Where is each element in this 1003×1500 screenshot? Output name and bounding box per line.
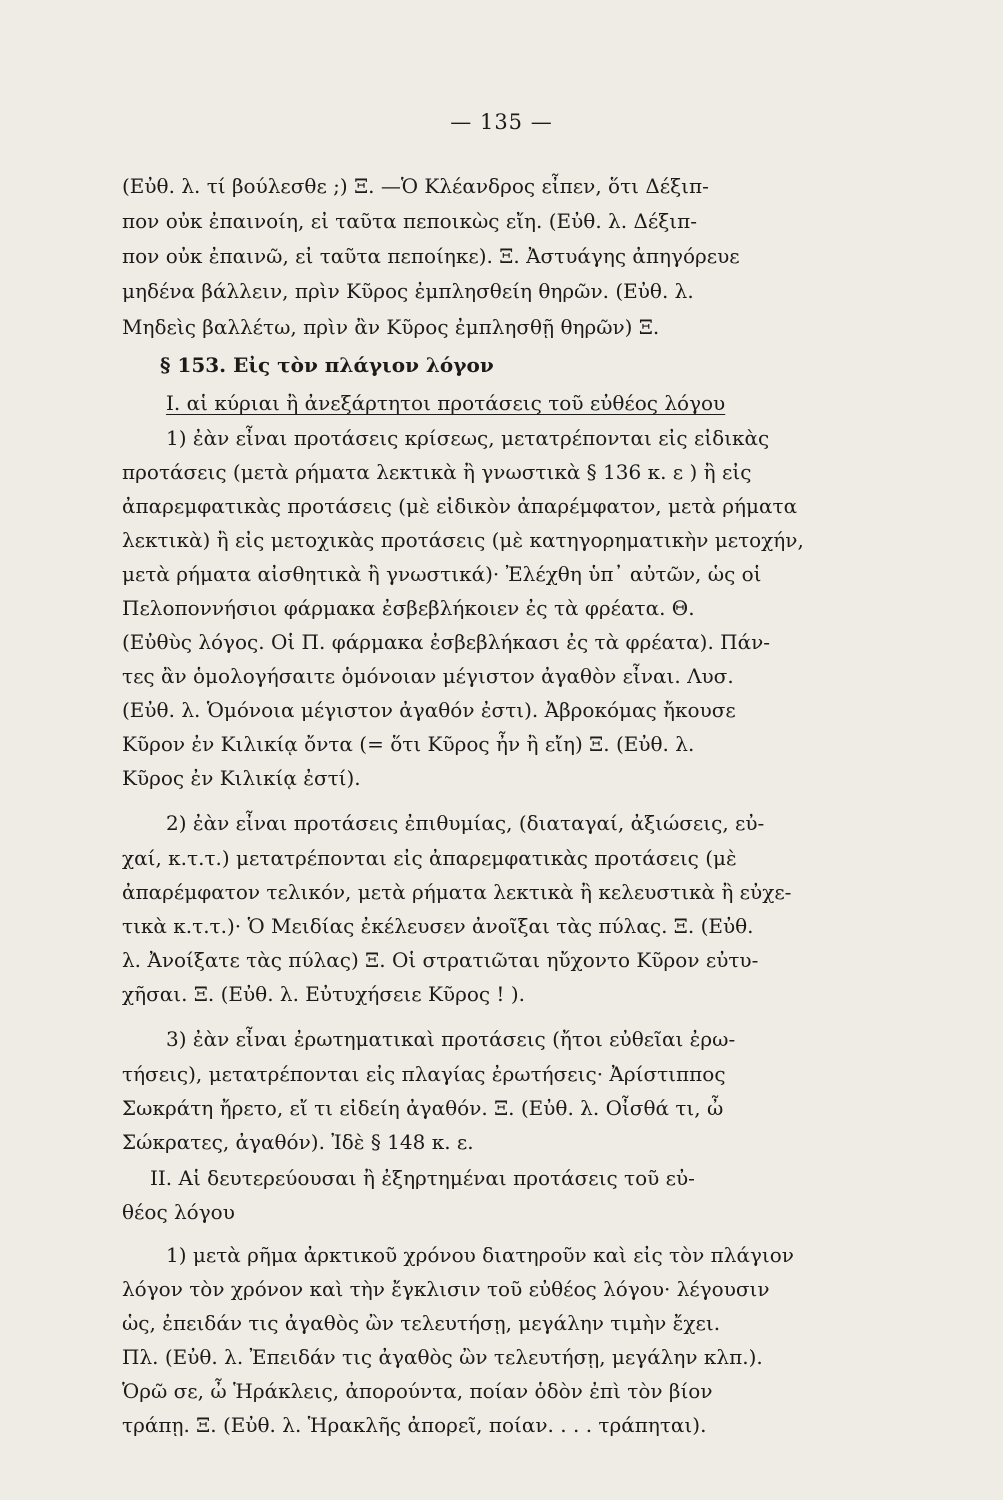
- book-page: — 135 — (Εὐθ. λ. τί βούλεσθε ;) Ξ. —Ὁ Κλέανδρος εἶπεν, ὅτι Δέξιπ- πον οὐκ ἐπαινοίη, εἰ ταῦτα πεποικὼς εἴη. (Εὐθ. λ. Δέξιπ- πον οὐκ ἐπαινῶ, εἰ ταῦτα πεποίηκε). Ξ. Ἀστυάγης ἀπηγόρευε μηδένα βάλλειν, πρὶν Κῦρος ἐμπλησθείη θηρῶν. (Εὐθ. λ. Μηδεὶς βαλλέτω, πρὶν ἂν Κῦρος ἐμπλησθῇ θηρῶν) Ξ. § 153. Εἰς τὸν πλάγιον λόγον I. αἱ κύριαι ἢ ἀνεξάρτητοι προτάσεις τοῦ εὐθέος λόγου 1) ἐὰν εἶναι προτάσεις κρίσεως, μετατρέπονται εἰς εἰδικὰς προτάσεις (μετὰ ρήματα λεκτικὰ ἢ γνωστικὰ § 136 κ. ε ) ἢ εἰς ἀπαρεμφατικὰς προτάσεις (μὲ εἰδικὸν ἀπαρέμφατον, μετὰ ρήματα λεκτικὰ) ἢ εἰς μετοχικὰς προτάσεις (μὲ κατηγορηματικὴν μετοχήν, μετὰ ρήματα αἰσθητικὰ ἢ γνωστικά)· Ἐλέχθη ὑπ᾽ αὐτῶν, ὡς οἱ Πελοποννήσιοι φάρμακα ἐσβεβλήκοιεν ἐς τὰ φρέατα. Θ. (Εὐθὺς λόγος. Οἱ Π. φάρμακα ἐσβεβλήκασι ἐς τὰ φρέατα). Πάν- τες ἂν ὁμολογήσαιτε ὁμόνοιαν μέγιστον ἀγαθὸν εἶναι. Λυσ. (Εὐθ. λ. Ὁμόνοια μέγιστον ἀγαθόν ἐστι). Ἀβροκόμας ἤκουσε Κῦρον ἐν Κιλικίᾳ ὄντα (= ὅτι Κῦρος ἦν ἢ εἴη) Ξ. (Εὐθ. λ. Κῦρος ἐν Κιλικίᾳ ἐστί). 2) ἐὰν εἶναι προτάσεις ἐπιθυμίας, (διαταγαί, ἀξιώσεις, εὐ- χαί, κ.τ.τ.) μετατρέπονται εἰς ἀπαρεμφατικὰς προτάσεις (μὲ ἀπαρέμφατον τελικόν, μετὰ ρήματα λεκτικὰ ἢ κελευστικὰ ἢ εὐχε- τικὰ κ.τ.τ.)· Ὁ Μειδίας ἐκέλευσεν ἀνοῖξαι τὰς πύλας. Ξ. (Εὐθ. λ. Ἀνοίξατε τὰς πύλας) Ξ. Οἱ στρατιῶται ηὔχοντο Κῦρον εὐτυ- χῆσαι. Ξ. (Εὐθ. λ. Εὐτυχήσειε Κῦρος ! ). 3) ἐὰν εἶναι ἐρωτηματικαὶ προτάσεις (ἤτοι εὐθεῖαι ἐρω- τήσεις), μετατρέπονται εἰς πλαγίας ἐρωτήσεις· Ἀρίστιππος Σωκράτη ἤρετο, εἴ τι εἰδείη ἀγαθόν. Ξ. (Εὐθ. λ. Οἶσθά τι, ὦ Σώκρατες, ἀγαθόν). Ἰδὲ § 148 κ. ε. II. Αἱ δευτερεύουσαι ἢ ἐξηρτημέναι προτάσεις τοῦ εὐ- θέος λόγου 1) μετὰ ρῆμα ἀρκτικοῦ χρόνου διατηροῦν καὶ εἰς τὸν πλάγιον λόγον τὸν χρόνον καὶ τὴν ἔγκλισιν τοῦ εὐθέος λόγου· λέγουσιν ὡς, ἐπειδάν τις ἀγαθὸς ὢν τελευτήσῃ, μεγάλην τιμὴν ἔχει. Πλ. (Εὐθ. λ. Ἐπειδάν τις ἀγαθὸς ὢν τελευτήσῃ, μεγάλην κλπ.). Ὁρῶ σε, ὦ Ἡράκλεις, ἀπορούντα, ποίαν ὁδὸν ἐπὶ τὸν βίον τράπῃ. Ξ. (Εὐθ. λ. Ἡρακλῆς ἀπορεῖ, ποίαν. . . . τράπηται).: [0, 0, 1003, 1500]
- page-number: — 135 —: [450, 110, 553, 134]
